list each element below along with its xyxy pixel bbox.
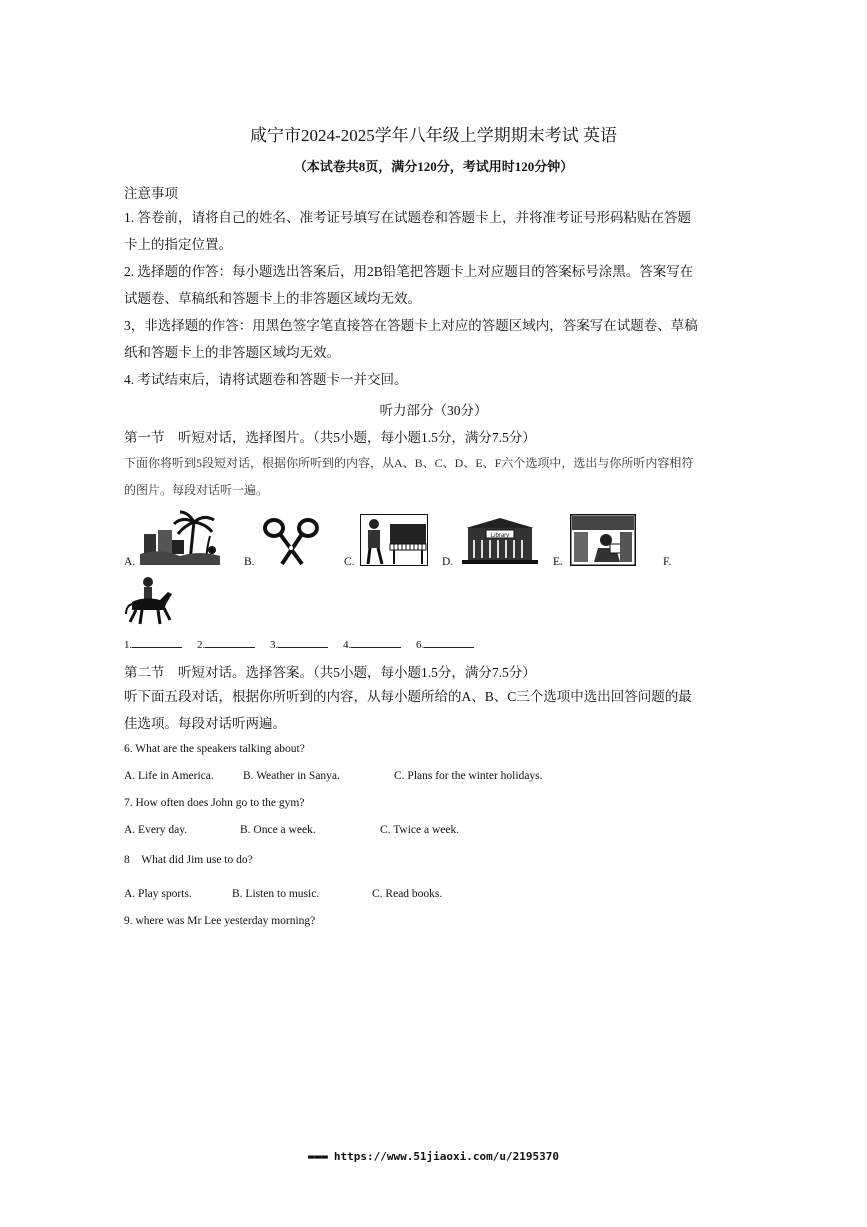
footer-mark: ▬▬▬ [307, 1150, 328, 1163]
answer-blank-6[interactable] [424, 636, 474, 648]
section1-instruction: 下面你将听到5段短对话，根据你所听到的内容，从A、B、C、D、E、F六个选项中，选出与你所听内容相符的图片。每段对话听一遍。 [124, 456, 694, 497]
option-b-label: B. [244, 556, 255, 568]
q6-option-b: B. Weather in Sanya. [243, 770, 340, 782]
q6-option-a: A. Life in America. [124, 770, 214, 782]
q8-option-c: C. Read books. [372, 888, 443, 900]
blank-label-6: 6. [416, 639, 425, 651]
notice-heading: 注意事项 [124, 186, 178, 201]
option-e-label: E. [553, 556, 563, 568]
exam-subtitle: （本试卷共8页，满分120分，考试用时120分钟） [293, 159, 574, 174]
question-9: 9. where was Mr Lee yesterday morning? [124, 915, 316, 927]
option-d-label: D. [442, 556, 454, 568]
q8-option-a: A. Play sports. [124, 888, 192, 900]
scissors-icon [262, 516, 320, 568]
person-reading-icon [570, 514, 636, 566]
question-8: 8 What did Jim use to do? [124, 854, 253, 866]
section1-title: 第一节 听短对话，选择图片。（共5小题，每小题1.5分，满分7.5分） [124, 430, 536, 445]
notice-item-1: 1. 答卷前，请将自己的姓名、准考证号填写在试题卷和答题卡上，并将准考证号形码粘贴在答题卡上的指定位置。 [124, 210, 691, 252]
q7-option-b: B. Once a week. [240, 824, 316, 836]
answer-blank-1[interactable] [132, 636, 182, 648]
blank-label-2: 2. [197, 639, 206, 651]
blank-label-1: 1. [124, 639, 133, 651]
answer-blank-3[interactable] [278, 636, 328, 648]
q6-option-c: C. Plans for the winter holidays. [394, 770, 543, 782]
q7-option-a: A. Every day. [124, 824, 188, 836]
notice-item-2: 2. 选择题的作答：每小题选出答案后，用2B铅笔把答题卡上对应题目的答案标号涂黑。答案写在试题卷、草稿纸和答题卡上的非答题区域均无效。 [124, 264, 694, 306]
notice-item-4: 4. 考试结束后，请将试题卷和答题卡一并交回。 [124, 372, 408, 387]
library-building-icon [462, 516, 538, 564]
section2-title: 第二节 听短对话。选择答案。（共5小题，每小题1.5分，满分7.5分） [124, 665, 536, 680]
notice-item-3: 3，非选择题的作答：用黑色签字笔直接答在答题卡上对应的答题区域内，答案写在试题卷、草稿纸和答题卡上的非答题区域均无效。 [124, 318, 698, 360]
beach-palm-trees-icon [140, 510, 220, 565]
exam-title: 咸宁市2024-2025学年八年级上学期期末考试 英语 [250, 126, 617, 145]
footer-url-link[interactable]: https://www.51jiaoxi.com/u/2195370 [333, 1150, 560, 1163]
answer-blanks [124, 636, 486, 651]
q8-option-b: B. Listen to music. [232, 888, 320, 900]
answer-blank-2[interactable] [205, 636, 255, 648]
blank-label-3: 3. [270, 639, 279, 651]
section2-instruction: 听下面五段对话，根据你所听到的内容，从每小题所给的A、B、C三个选项中选出回答问题的最佳选项。每段对话听两遍。 [124, 689, 692, 731]
listening-heading: 听力部分（30分） [379, 403, 488, 418]
footer-watermark [0, 1150, 867, 1163]
library-sign-text: Library [490, 533, 510, 539]
option-a-label: A. [124, 556, 136, 568]
question-7: 7. How often does John go to the gym? [124, 797, 305, 809]
option-f-label: F. [663, 556, 672, 568]
question-6: 6. What are the speakers talking about? [124, 743, 305, 755]
answer-blank-4[interactable] [351, 636, 401, 648]
horse-rider-icon [124, 576, 174, 626]
option-c-label: C. [344, 556, 355, 568]
blank-label-4: 4. [343, 639, 352, 651]
piano-player-icon [360, 514, 428, 566]
q7-option-c: C. Twice a week. [380, 824, 460, 836]
